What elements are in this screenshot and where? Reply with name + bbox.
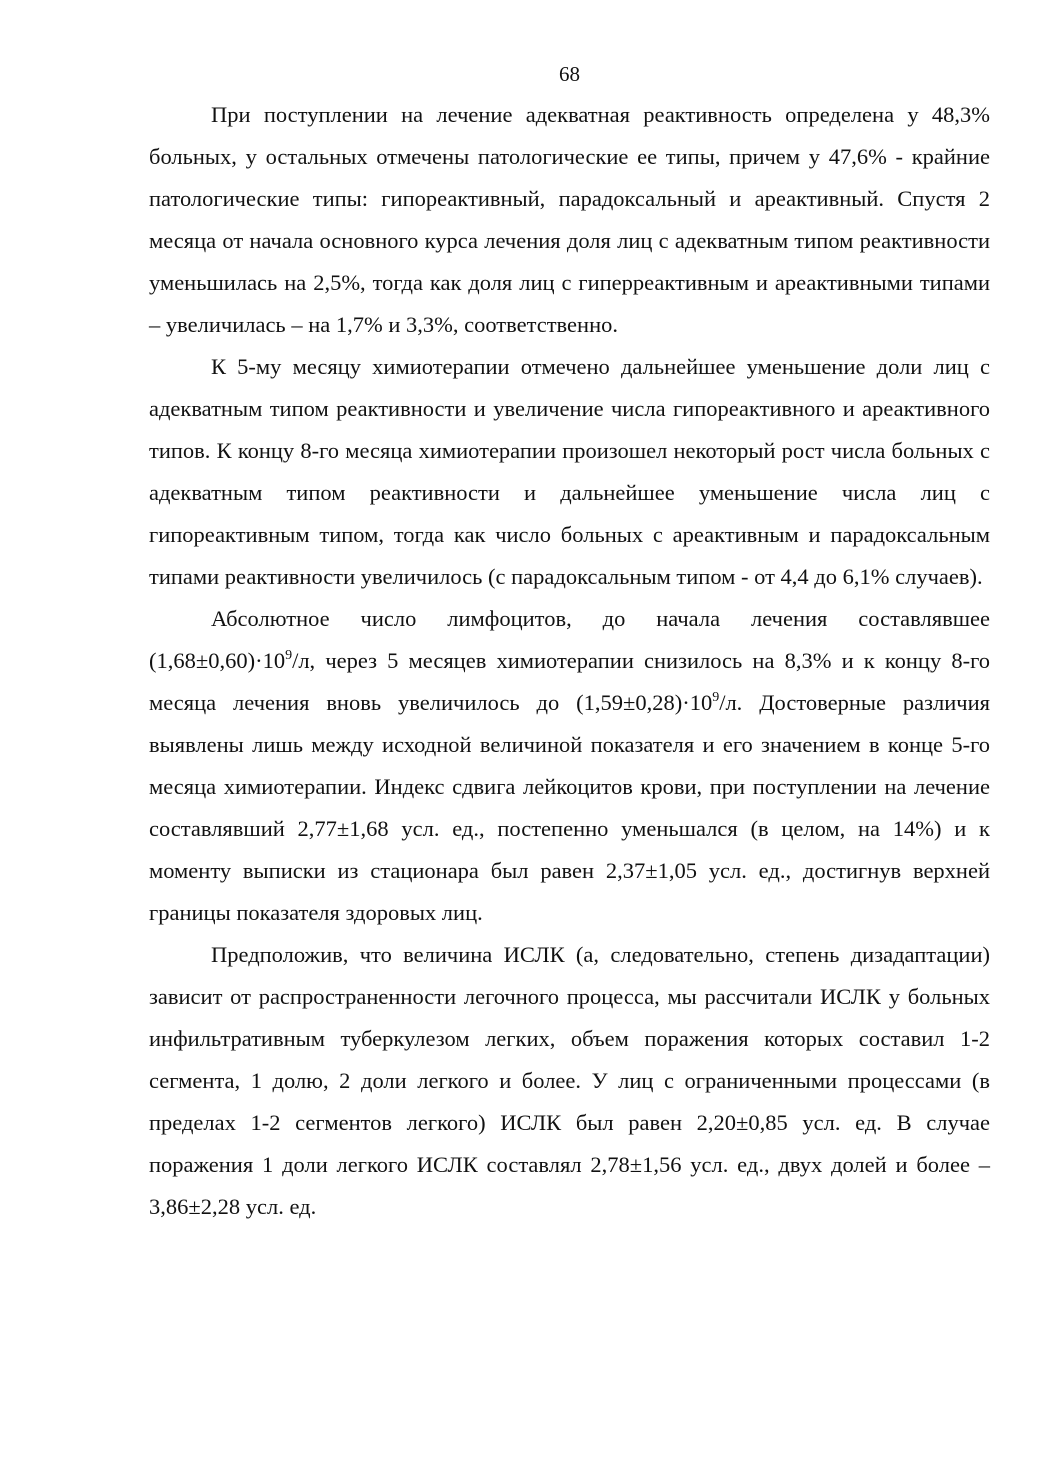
paragraph-chemotherapy-months: К 5-му месяцу химиотерапии отмечено дальнейшее уменьшение доли лиц с адекватным типом реактивности и увеличение числа гипореактивного и ареактивного типов. К концу 8-го месяца химиотерапии произошел некоторый рост числа больных с адекватным типом реактивности и дальнейшее уменьшение числа лиц с гипореактивным типом, тогда как число больных с ареактивным и парадоксальным типами реактивности увеличилось (с парадоксальным типом - от 4,4 до 6,1% случаев).	[149, 354, 990, 589]
paragraph-lymphocytes	[149, 598, 990, 934]
exponent-2: 9	[712, 690, 720, 705]
lymphocytes-text-part-2: /л, через 5 месяцев химиотерапии снизилось на 8,3% и к концу 8-го месяца лечения вновь увеличилось до (1,59±0,28)·10	[149, 648, 990, 715]
body-text	[149, 94, 990, 1228]
lymphocytes-text-part-3: /л. Достоверные различия выявлены лишь между исходной величиной показателя и его значением в конце 5-го месяца химиотерапии. Индекс сдвига лейкоцитов крови, при поступлении на лечение составлявший 2,77±1,68 усл. ед., постепенно уменьшался (в целом, на 14%) и к моменту выписки из стационара был равен 2,37±1,05 усл. ед., достигнув верхней границы показателя здоровых лиц.	[149, 690, 990, 925]
exponent-1: 9	[285, 648, 293, 663]
page-number: 68	[559, 62, 580, 86]
lymphocytes-text-part-1: Абсолютное число лимфоцитов, до начала лечения составлявшее (1,68±0,60)·10	[149, 606, 990, 673]
paragraph-reactivity-types: При поступлении на лечение адекватная реактивность определена у 48,3% больных, у остальных отмечены патологические ее типы, причем у 47,6% - крайние патологические типы: гипореактивный, парадоксальный и ареактивный. Спустя 2 месяца от начала основного курса лечения доля лиц с адекватным типом реактивности уменьшилась на 2,5%, тогда как доля лиц с гиперреактивным и ареактивными типами – увеличилась – на 1,7% и 3,3%, соответственно.	[149, 102, 990, 337]
paragraph-islk-process: Предположив, что величина ИСЛК (а, следовательно, степень дизадаптации) зависит от распространенности легочного процесса, мы рассчитали ИСЛК у больных инфильтративным туберкулезом легких, объем поражения которых составил 1-2 сегмента, 1 долю, 2 доли легкого и более. У лиц с ограниченными процессами (в пределах 1-2 сегментов легкого) ИСЛК был равен 2,20±0,85 усл. ед. В случае поражения 1 доли легкого ИСЛК составлял 2,78±1,56 усл. ед., двух долей и более – 3,86±2,28 усл. ед.	[149, 942, 990, 1219]
